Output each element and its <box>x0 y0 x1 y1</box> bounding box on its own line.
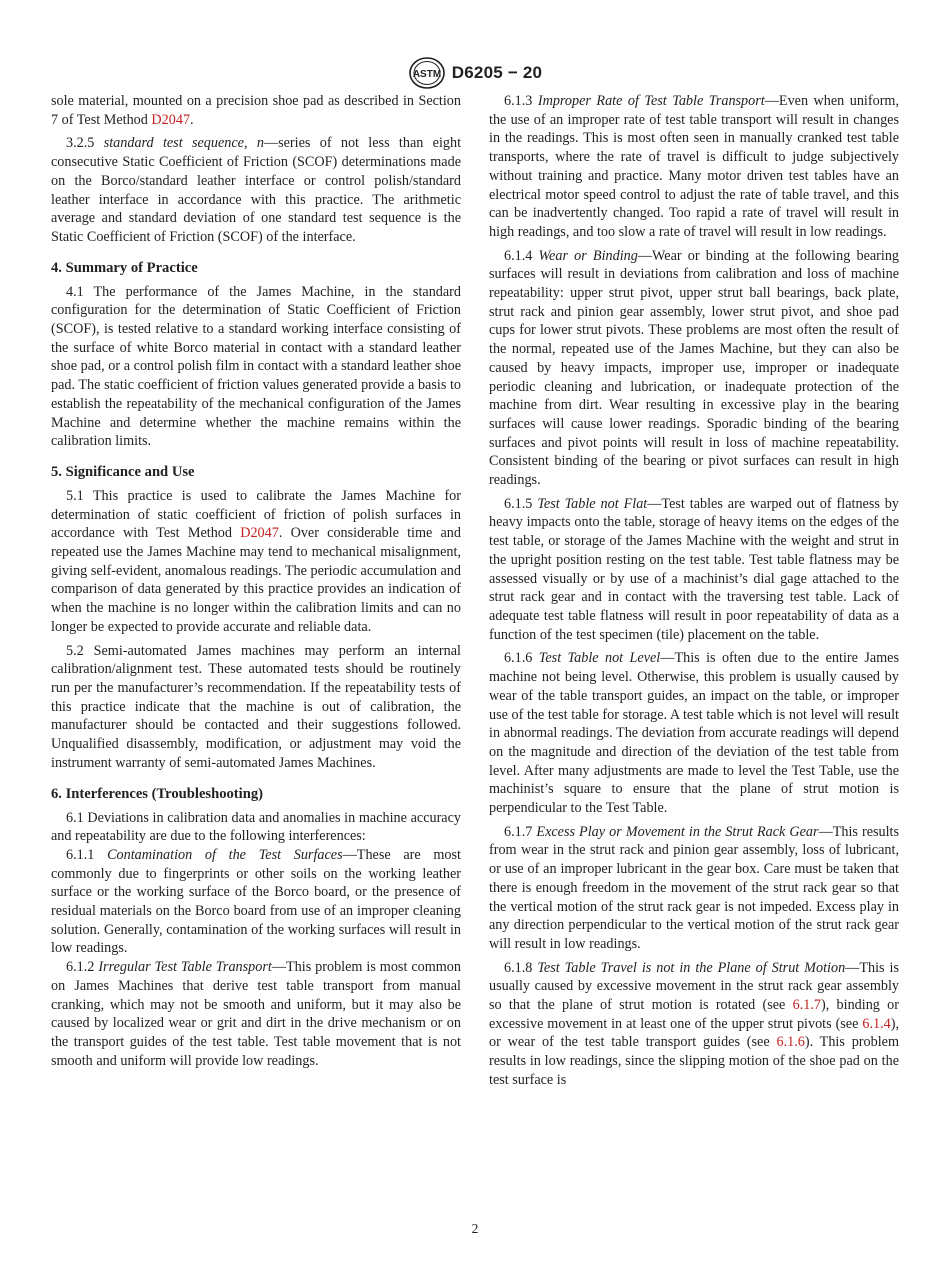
paragraph-6-1-4: 6.1.4 Wear or Binding—Wear or binding at the following bearing surfaces will result in deviations from calibration and loss of machine repeatability: upper strut pivot, upper strut ball bearings, back plate, strut rack and pinion gear assembly, lower strut pivot, and shoe pad cups for lower strut pivots. These problems are most often the result of the normal, repeated use of the James Machine, but they can also be caused by heavy impacts, improper use, improper or inadequate periodic cleaning and lubrication, or inadequate protection of the machine from dirt. Wear resulting in excessive play in the bearing surfaces will cause lower readings. Sporadic binding of the bearing surfaces and pivot points will result in loss of machine repeatability. Consistent binding of the bearing or pivot surfaces can result in high readings. <box>489 247 900 489</box>
link-6-1-6[interactable]: 6.1.6 <box>776 1034 805 1051</box>
paragraph-continuation: sole material, mounted on a precision shoe pad as described in Section 7 of Test Method D2047. <box>51 93 461 128</box>
term-standard-test-sequence: standard test sequence, n <box>103 135 264 152</box>
link-6-1-4[interactable]: 6.1.4 <box>862 1015 891 1032</box>
right-column <box>489 92 899 1095</box>
heading-summary-of-practice: 4. Summary of Practice <box>51 259 198 276</box>
document-designation: D6205 − 20 <box>451 63 543 82</box>
paragraph-6-1-3: 6.1.3 Improper Rate of Test Table Transport—Even when uniform, the use of an improper rate of test table transport will result in changes in the readings. This is most often seen in manually cranked test table transports, where the rate of travel is difficult to judge subjectively without training and practice. Many motor driven test tables have an electrical motor speed control to adjust the rate of table travel, and this can be inadvertently changed. Too rapid a rate of travel will result in high readings, and too slow a rate of travel will result in low readings. <box>489 93 900 240</box>
left-column <box>51 92 461 1075</box>
paragraph-6-1: 6.1 Deviations in calibration data and anomalies in machine accuracy and repeatability are due to the following interferences: <box>51 809 461 845</box>
paragraph-6-1-7: 6.1.7 Excess Play or Movement in the Strut Rack Gear—This results from wear in the strut rack and pinion gear assembly, loss of lubricant, or use of an improper lubricant in the gear box. Care must be taken that there is enough freedom in the movement of the strut rack gear so that the vertical motion of the strut rack gear is not impeded. Excess play in any direction perpendicular to the vertical motion of the strut rack gear will result in low readings. <box>489 823 900 952</box>
paragraph-6-1-5: 6.1.5 Test Table not Flat—Test tables are warped out of flatness by heavy impacts onto the table, storage of heavy items on the edges of the test table, or storage of the James Machine with the weight and strut in the upright position resting on the test table. Test table flatness may be assessed visually or by use of a machinist’s dial gage attached to the strut rack gear and in contact with the traversing test table. Lack of adequate test table flatness will result in poor repeatability of data as a function of the test specimen (tile) placement on the table. <box>489 495 899 643</box>
page-header <box>0 56 950 90</box>
link-6-1-7[interactable]: 6.1.7 <box>792 997 821 1014</box>
link-d2047[interactable]: D2047 <box>240 525 279 542</box>
page-number: 2 <box>471 1221 479 1236</box>
paragraph-6-1-8: 6.1.8 Test Table Travel is not in the Plane of Strut Motion—This is usually caused by excessive movement in the strut rack gear assembly so that the plane of strut motion is rotated (see 6.1.7), binding or excessive movement in at least one of the upper strut pivots (see 6.1.4), or wear of the test table transport guides (see 6.1.6). This problem results in low readings, since the slipping motion of the shoe pad on the test surface is <box>489 959 899 1088</box>
heading-significance-and-use: 5. Significance and Use <box>51 463 195 480</box>
paragraph-5-1: 5.1 This practice is used to calibrate the James Machine for determination of static coefficient of friction of polish surfaces in accordance with Test Method D2047. Over considerable time and repeated use the James Machine may tend to mechanical misalignment, giving self-evident, anomalous readings. The periodic accumulation and comparison of data generated by this practice provides an indication of when the machine is no longer within the calibration limits and can no longer be expected to provide accurate and reliable data. <box>51 487 461 635</box>
paragraph-3-2-5: 3.2.5 standard test sequence, n—series of not less than eight consecutive Static Coefficient of Friction (SCOF) determinations made on the Borco/standard leather interface or control polish/standard leather interface in accordance with this practice. The arithmetic average and standard deviation of one standard test sequence is the Static Coefficient of Friction (SCOF) of the interface. <box>51 135 462 245</box>
paragraph-5-2: 5.2 Semi-automated James machines may perform an internal calibration/alignment test. These automated tests should be routinely run per the manufacturer’s recommendation. If the repeatability tests of this practice indicate that the machine is out of calibration, the manufacturer should be contacted and their suggestions followed. Unqualified disassembly, modification, or adjustment may void the instrument warranty of semi-automated James Machines. <box>51 642 461 771</box>
link-d2047[interactable]: D2047 <box>151 111 191 128</box>
paragraph-6-1-1: 6.1.1 Contamination of the Test Surfaces—These are most commonly due to fingerprints or other soils on the working leather surface or the working surface of the Borco board, or the presence of residual materials on the Borco board from use of an improper cleaning solution. Generally, contamination of the working surfaces will result in low readings. <box>51 846 461 957</box>
astm-logo-text: ASTM <box>412 69 441 80</box>
astm-logo <box>408 56 446 90</box>
paragraph-6-1-6: 6.1.6 Test Table not Level—This is often due to the entire James machine not being level. Otherwise, this problem is usually caused by wear of the table transport guides, an impact on the table, or improper use of the test table for storage. A test table which is not level will result in abnormal readings. The deviation from accurate readings will depend on the magnitude and direction of the deviation of the test table from level. After many adjustments are made to level the Test Table, use the machinist’s square to ensure that the plane of strut motion is perpendicular to the Test Table. <box>489 650 899 817</box>
heading-interferences: 6. Interferences (Troubleshooting) <box>51 785 263 802</box>
paragraph-6-1-2: 6.1.2 Irregular Test Table Transport—This problem is most common on James Machines that derive test table transport from manual cranking, which may not be smooth and uniform, but it may also be caused by localized wear or grit and dirt in the drive mechanism or on the transport guides of the test table. Test table movement that is not smooth and uniform will provide low readings. <box>51 959 461 1069</box>
paragraph-4-1: 4.1 The performance of the James Machine, in the standard configuration for the determination of Static Coefficient of Friction (SCOF), is tested relative to a standard working interface consisting of the surface of white Borco material in contact with a standard leather shoe pad, or a control polish film in contact with a standard leather shoe pad. The static coefficient of friction values generated provide a basis to establish the repeatability of the mechanical configuration of the James Machine and determine whether the machine remains within the calibration limits. <box>51 283 461 450</box>
